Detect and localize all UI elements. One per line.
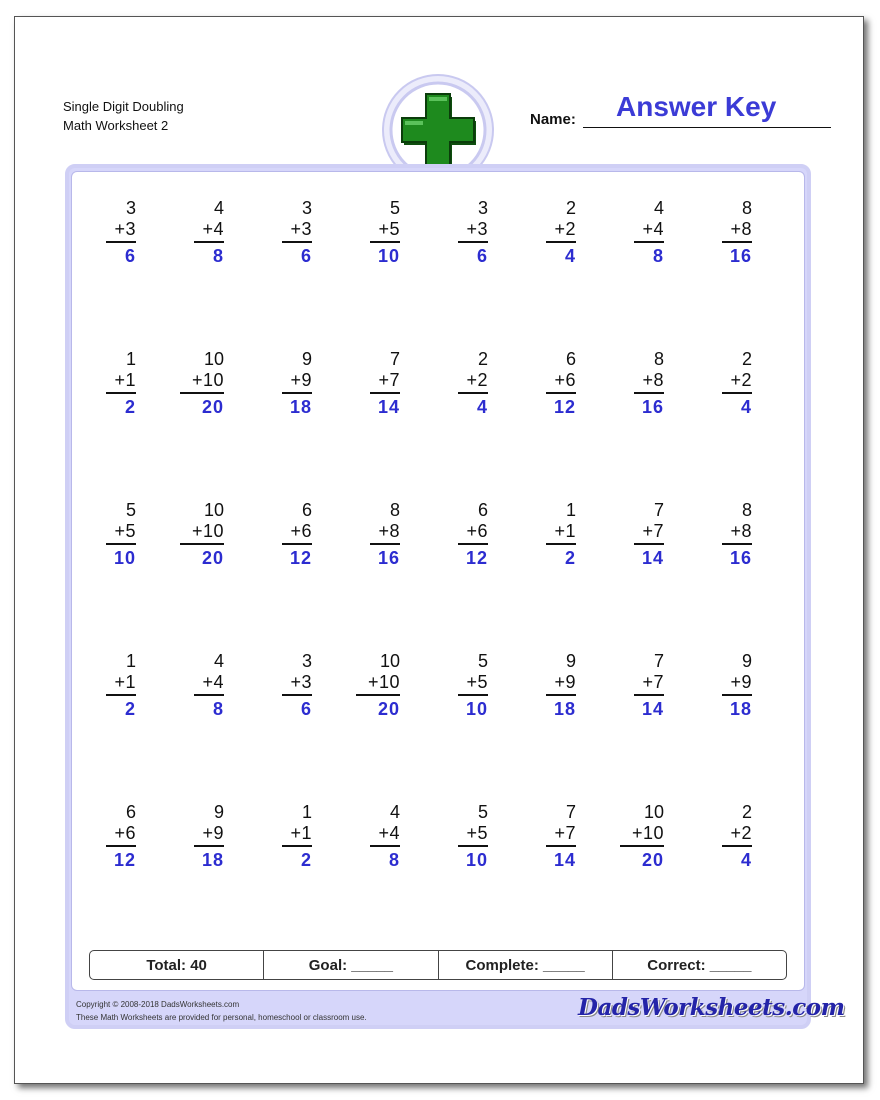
brand-logo: DadsWorksheets.com <box>578 994 845 1021</box>
usage-text: These Math Worksheets are provided for personal, homeschool or classroom use. <box>76 1013 367 1022</box>
problem-top-number: 5 <box>125 500 136 520</box>
problem <box>722 500 752 569</box>
problem-top-number: 4 <box>213 651 224 671</box>
problem-rule <box>180 543 224 545</box>
problem <box>722 802 752 871</box>
problem-addend: +10 <box>191 521 224 541</box>
problem-top-number: 3 <box>301 651 312 671</box>
problem-rule <box>282 543 312 545</box>
problem-rule <box>722 845 752 847</box>
problem-top-number: 7 <box>565 802 576 822</box>
problem-rule <box>106 543 136 545</box>
problem <box>458 651 488 720</box>
problem-rule <box>458 694 488 696</box>
problem <box>634 500 664 569</box>
problem-answer: 8 <box>212 699 224 719</box>
problem-rule <box>722 392 752 394</box>
name-label: Name: <box>530 111 576 128</box>
copyright-text: Copyright © 2008-2018 DadsWorksheets.com <box>76 1000 240 1009</box>
problem <box>106 349 136 418</box>
problem-addend: +5 <box>378 219 400 239</box>
problem-rule <box>458 241 488 243</box>
problem-top-number: 10 <box>379 651 400 671</box>
problem <box>458 198 488 267</box>
problem-rule <box>458 845 488 847</box>
problem-answer: 12 <box>113 850 136 870</box>
problem-rule <box>106 694 136 696</box>
problem-addend: +9 <box>202 823 224 843</box>
problem-top-number: 2 <box>741 349 752 369</box>
problem-addend: +2 <box>730 823 752 843</box>
problem-addend: +7 <box>642 672 664 692</box>
problem-addend: +1 <box>290 823 312 843</box>
problems-area <box>71 171 805 991</box>
problem-rule <box>282 392 312 394</box>
problem-top-number: 9 <box>565 651 576 671</box>
problem-addend: +7 <box>642 521 664 541</box>
problem-answer: 8 <box>652 246 664 266</box>
problem-answer: 2 <box>124 397 136 417</box>
problem <box>106 651 136 720</box>
problem <box>722 198 752 267</box>
problem-top-number: 8 <box>741 198 752 218</box>
problem-addend: +8 <box>378 521 400 541</box>
correct-cell: Correct: _____ <box>647 957 752 974</box>
problem-addend: +10 <box>367 672 400 692</box>
problem-addend: +10 <box>191 370 224 390</box>
problem-rule <box>106 241 136 243</box>
problem-top-number: 10 <box>203 500 224 520</box>
problem-rule <box>370 241 400 243</box>
title-line-1: Single Digit Doubling <box>63 99 184 114</box>
problem-addend: +4 <box>378 823 400 843</box>
problem-answer: 18 <box>553 699 576 719</box>
problem <box>634 349 664 418</box>
problem <box>370 802 400 871</box>
problem-answer: 20 <box>201 397 224 417</box>
problem-answer: 4 <box>476 397 488 417</box>
problem-addend: +3 <box>114 219 136 239</box>
problem-addend: +8 <box>730 521 752 541</box>
problem-addend: +1 <box>114 672 136 692</box>
problem-addend: +8 <box>642 370 664 390</box>
problem-answer: 2 <box>124 699 136 719</box>
problem <box>370 198 400 267</box>
title-line-2: Math Worksheet 2 <box>63 118 169 133</box>
problem <box>634 651 664 720</box>
problem <box>370 500 400 569</box>
problem-rule <box>634 241 664 243</box>
problem-answer: 6 <box>476 246 488 266</box>
problem-addend: +2 <box>730 370 752 390</box>
problem-top-number: 7 <box>653 500 664 520</box>
problem-answer: 2 <box>300 850 312 870</box>
problem-top-number: 4 <box>389 802 400 822</box>
problem-top-number: 4 <box>653 198 664 218</box>
problem-addend: +9 <box>554 672 576 692</box>
problem-answer: 10 <box>113 548 136 568</box>
complete-cell: Complete: _____ <box>439 951 613 979</box>
problem-rule <box>458 543 488 545</box>
problem-top-number: 1 <box>301 802 312 822</box>
problem <box>106 198 136 267</box>
problem-top-number: 3 <box>301 198 312 218</box>
problem-addend: +2 <box>466 370 488 390</box>
problem-rule <box>194 241 224 243</box>
problem <box>180 500 224 569</box>
problem-addend: +10 <box>631 823 664 843</box>
problem-rule <box>106 392 136 394</box>
problem-answer: 10 <box>377 246 400 266</box>
problem-rule <box>634 694 664 696</box>
problem <box>546 651 576 720</box>
problem-rule <box>370 845 400 847</box>
problem-rule <box>722 543 752 545</box>
problem <box>634 198 664 267</box>
problem-top-number: 8 <box>389 500 400 520</box>
problem-rule <box>634 392 664 394</box>
problem-rule <box>546 241 576 243</box>
problem-rule <box>282 845 312 847</box>
problem-answer: 16 <box>641 397 664 417</box>
problem-answer: 10 <box>465 850 488 870</box>
problem <box>458 500 488 569</box>
problem-top-number: 10 <box>643 802 664 822</box>
problem-answer: 4 <box>740 397 752 417</box>
problem-answer: 14 <box>641 548 664 568</box>
problem-top-number: 8 <box>653 349 664 369</box>
problem-answer: 6 <box>124 246 136 266</box>
problem-top-number: 9 <box>301 349 312 369</box>
problem <box>194 802 224 871</box>
problem-addend: +7 <box>378 370 400 390</box>
worksheet-title <box>63 97 184 135</box>
problem-addend: +9 <box>730 672 752 692</box>
problem <box>546 500 576 569</box>
problem-addend: +8 <box>730 219 752 239</box>
score-bar <box>89 950 787 980</box>
problem-addend: +4 <box>202 672 224 692</box>
problem-answer: 16 <box>729 548 752 568</box>
problem-top-number: 6 <box>565 349 576 369</box>
problem-top-number: 5 <box>389 198 400 218</box>
problem-answer: 16 <box>729 246 752 266</box>
problem <box>356 651 400 720</box>
problem-top-number: 4 <box>213 198 224 218</box>
problem <box>106 802 136 871</box>
problem-answer: 18 <box>729 699 752 719</box>
problem-rule <box>370 392 400 394</box>
problem <box>282 198 312 267</box>
problem-top-number: 6 <box>477 500 488 520</box>
problem-rule <box>722 694 752 696</box>
problem-rule <box>370 543 400 545</box>
problem-answer: 20 <box>377 699 400 719</box>
problem-answer: 20 <box>201 548 224 568</box>
problem-addend: +3 <box>290 219 312 239</box>
problem-answer: 8 <box>212 246 224 266</box>
name-field <box>530 90 832 130</box>
problem <box>722 349 752 418</box>
problem-addend: +3 <box>466 219 488 239</box>
problem-top-number: 1 <box>565 500 576 520</box>
problem-addend: +9 <box>290 370 312 390</box>
problem-rule <box>180 392 224 394</box>
problem-answer: 6 <box>300 246 312 266</box>
problem-answer: 10 <box>465 699 488 719</box>
problem-answer: 14 <box>641 699 664 719</box>
problem-answer: 12 <box>289 548 312 568</box>
problem-answer: 14 <box>377 397 400 417</box>
problem-top-number: 6 <box>125 802 136 822</box>
problem-rule <box>620 845 664 847</box>
problem-top-number: 9 <box>741 651 752 671</box>
goal-cell: Goal: _____ <box>264 951 438 979</box>
problem <box>370 349 400 418</box>
problem <box>282 500 312 569</box>
problem-top-number: 6 <box>301 500 312 520</box>
problem-top-number: 5 <box>477 651 488 671</box>
problem-addend: +7 <box>554 823 576 843</box>
problem <box>546 198 576 267</box>
problem-rule <box>722 241 752 243</box>
problem-answer: 8 <box>388 850 400 870</box>
problem-top-number: 5 <box>477 802 488 822</box>
problem-rule <box>546 543 576 545</box>
problem-answer: 14 <box>553 850 576 870</box>
problem-addend: +3 <box>290 672 312 692</box>
problem <box>282 802 312 871</box>
problem-top-number: 2 <box>741 802 752 822</box>
problem-top-number: 10 <box>203 349 224 369</box>
problem <box>194 198 224 267</box>
problem-rule <box>282 694 312 696</box>
problem-addend: +6 <box>114 823 136 843</box>
problem-answer: 4 <box>740 850 752 870</box>
problem-top-number: 8 <box>741 500 752 520</box>
problem-addend: +2 <box>554 219 576 239</box>
problem-addend: +4 <box>642 219 664 239</box>
problem-top-number: 9 <box>213 802 224 822</box>
problem <box>546 349 576 418</box>
problem-rule <box>106 845 136 847</box>
problem-addend: +6 <box>466 521 488 541</box>
problem <box>458 802 488 871</box>
problem <box>722 651 752 720</box>
problem-addend: +5 <box>114 521 136 541</box>
problem-addend: +5 <box>466 823 488 843</box>
problem-rule <box>546 694 576 696</box>
problem <box>546 802 576 871</box>
problem-answer: 18 <box>201 850 224 870</box>
problem <box>194 651 224 720</box>
problem <box>106 500 136 569</box>
answer-key-label: Answer Key <box>616 91 777 122</box>
problem-rule <box>194 845 224 847</box>
problem-answer: 12 <box>465 548 488 568</box>
problem-top-number: 7 <box>389 349 400 369</box>
problem <box>282 349 312 418</box>
problem-answer: 12 <box>553 397 576 417</box>
problem-rule <box>458 392 488 394</box>
problem-rule <box>546 392 576 394</box>
total-cell: Total: 40 <box>90 951 264 979</box>
problem-top-number: 3 <box>125 198 136 218</box>
problem-answer: 18 <box>289 397 312 417</box>
problem-answer: 4 <box>564 246 576 266</box>
problem-top-number: 2 <box>477 349 488 369</box>
problem-answer: 2 <box>564 548 576 568</box>
problem <box>180 349 224 418</box>
problem-rule <box>282 241 312 243</box>
copyright-block <box>76 998 367 1024</box>
problem <box>458 349 488 418</box>
problem <box>620 802 664 871</box>
problem <box>282 651 312 720</box>
problem-answer: 20 <box>641 850 664 870</box>
problem-addend: +6 <box>290 521 312 541</box>
problem-top-number: 3 <box>477 198 488 218</box>
problem-rule <box>356 694 400 696</box>
problem-top-number: 7 <box>653 651 664 671</box>
problem-addend: +1 <box>554 521 576 541</box>
problem-top-number: 1 <box>125 651 136 671</box>
problem-answer: 16 <box>377 548 400 568</box>
problem-addend: +6 <box>554 370 576 390</box>
problem-top-number: 2 <box>565 198 576 218</box>
problem-rule <box>194 694 224 696</box>
problem-answer: 6 <box>300 699 312 719</box>
problem-rule <box>634 543 664 545</box>
name-line <box>583 127 831 128</box>
problem-top-number: 1 <box>125 349 136 369</box>
problem-rule <box>546 845 576 847</box>
problem-addend: +1 <box>114 370 136 390</box>
problem-addend: +5 <box>466 672 488 692</box>
problem-addend: +4 <box>202 219 224 239</box>
